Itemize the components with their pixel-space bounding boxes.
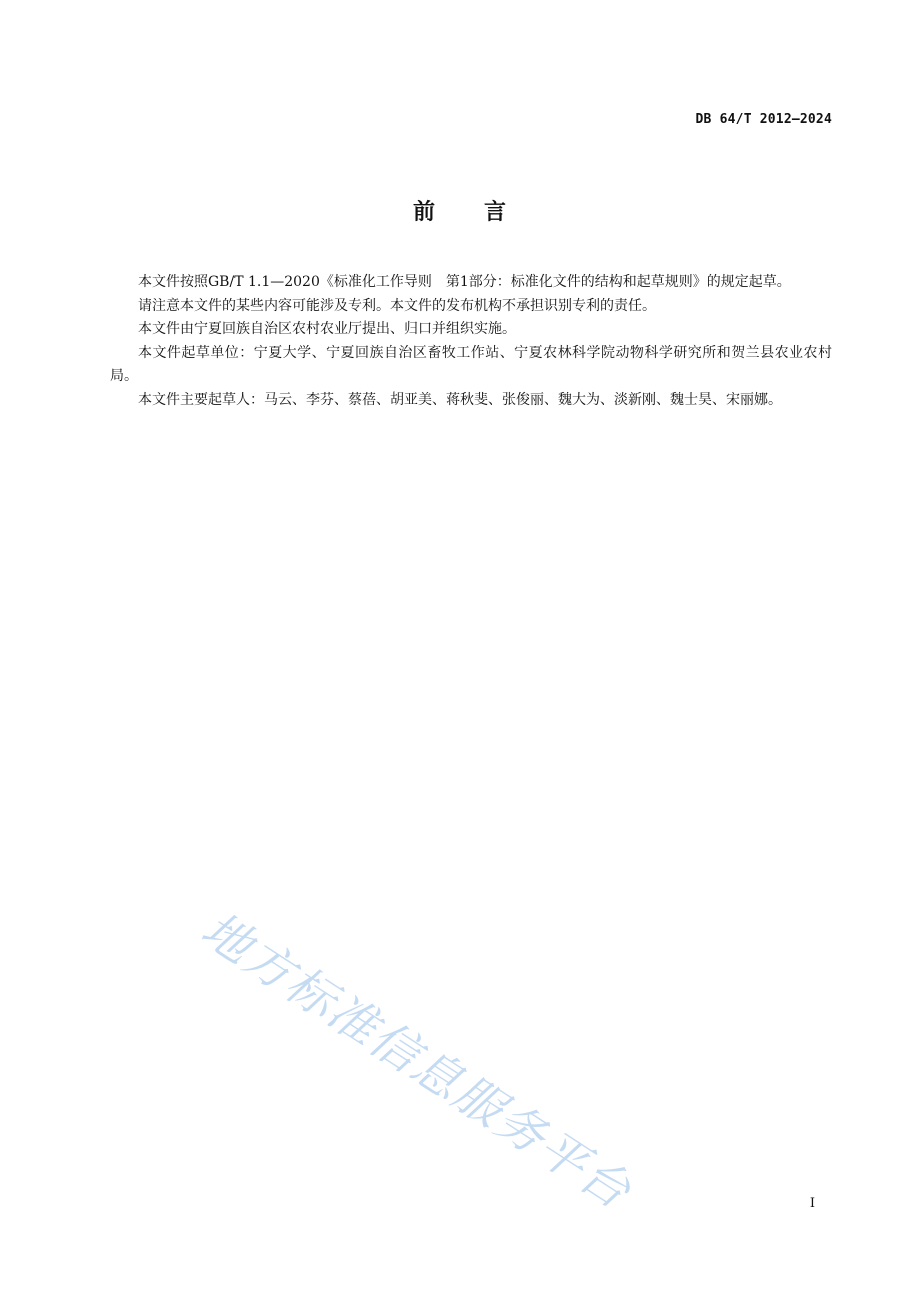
page-number: I [809,1196,815,1211]
section-title-char-2: 言 [484,200,508,225]
paragraph-drafting-units: 本文件起草单位：宁夏大学、宁夏回族自治区畜牧工作站、宁夏农林科学院动物科学研究所和贺兰县农业农村局。 [110,344,832,384]
foreword-body [110,271,832,412]
paragraph-proposer: 本文件由宁夏回族自治区农村农业厅提出、归口并组织实施。 [138,321,516,337]
watermark: 地方标准信息服务平台 [191,901,642,1221]
paragraph-drafting-rules: 本文件按照GB/T 1.1—2020《标准化工作导则 第1部分：标准化文件的结构和起草规则》的规定起草。 [138,274,791,290]
section-title [0,195,920,226]
section-title-char-1: 前 [412,200,436,225]
document-code: DB 64/T 2012—2024 [695,112,832,127]
paragraph-patent-notice: 请注意本文件的某些内容可能涉及专利。本文件的发布机构不承担识别专利的责任。 [138,297,656,314]
paragraph-drafters: 本文件主要起草人：马云、李芬、蔡蓓、胡亚美、蒋秋斐、张俊丽、魏大为、淡新刚、魏士昊、宋丽娜。 [138,391,782,408]
